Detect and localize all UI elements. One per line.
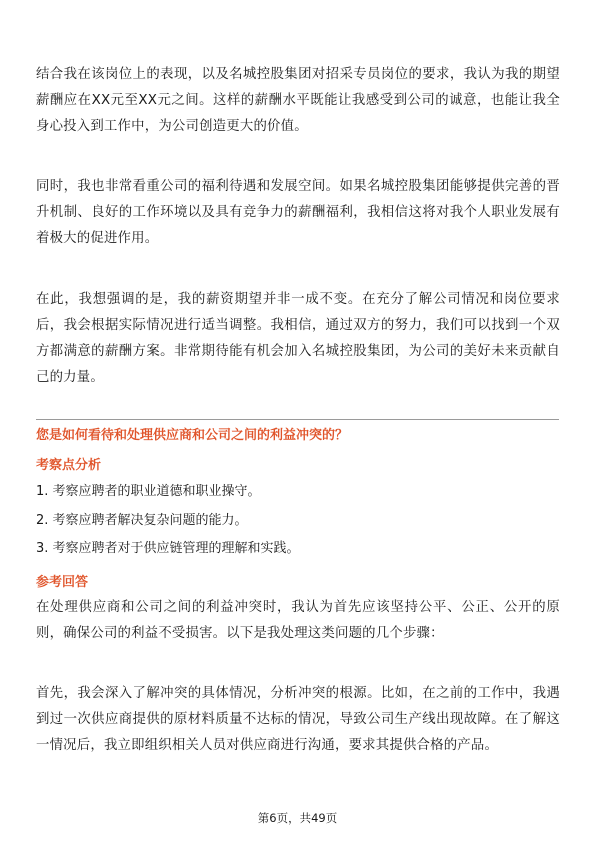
section-divider — [36, 419, 559, 420]
answer-paragraph: 在处理供应商和公司之间的利益冲突时，我认为首先应该坚持公平、公正、公开的原则，确保公司的利益不受损害。以下是我处理这类问题的几个步骤： — [36, 600, 560, 641]
answer-title: 参考回答 — [36, 575, 89, 590]
question-heading: 您是如何看待和处理供应商和公司之间的利益冲突的？ — [36, 428, 349, 443]
analysis-item: 3. 考察应聘者对于供应链管理的理解和实践。 — [36, 541, 300, 556]
answer-paragraph: 首先，我会深入了解冲突的具体情况，分析冲突的根源。比如，在之前的工作中，我遇到过一次供应商提供的原材料质量不达标的情况，导致公司生产线出现故障。在了解这一情况后，我立即组织相关人员对供应商进行沟通，要求其提供合格的产品。 — [36, 686, 560, 753]
analysis-title: 考察点分析 — [36, 458, 102, 473]
paragraph-benefits: 同时，我也非常看重公司的福利待遇和发展空间。如果名城控股集团能够提供完善的晋升机制、良好的工作环境以及具有竞争力的薪酬福利，我相信这将对我个人职业发展有着极大的促进作用。 — [36, 179, 560, 246]
paragraph-salary-expectation: 结合我在该岗位上的表现，以及名城控股集团对招采专员岗位的要求，我认为我的期望薪酬应在XX元至XX元之间。这样的薪酬水平既能让我感受到公司的诚意，也能让我全身心投入到工作中，为公司创造更大的价值。 — [36, 67, 560, 134]
analysis-item: 1. 考察应聘者的职业道德和职业操守。 — [36, 484, 261, 499]
page-number: 第6页，共49页 — [257, 811, 338, 825]
paragraph-flexibility: 在此，我想强调的是，我的薪资期望并非一成不变。在充分了解公司情况和岗位要求后，我会根据实际情况进行适当调整。我相信，通过双方的努力，我们可以找到一个双方都满意的薪酬方案。非常期待能有机会加入名城控股集团，为公司的美好未来贡献自己的力量。 — [36, 292, 560, 385]
analysis-item: 2. 考察应聘者解决复杂问题的能力。 — [36, 513, 248, 528]
